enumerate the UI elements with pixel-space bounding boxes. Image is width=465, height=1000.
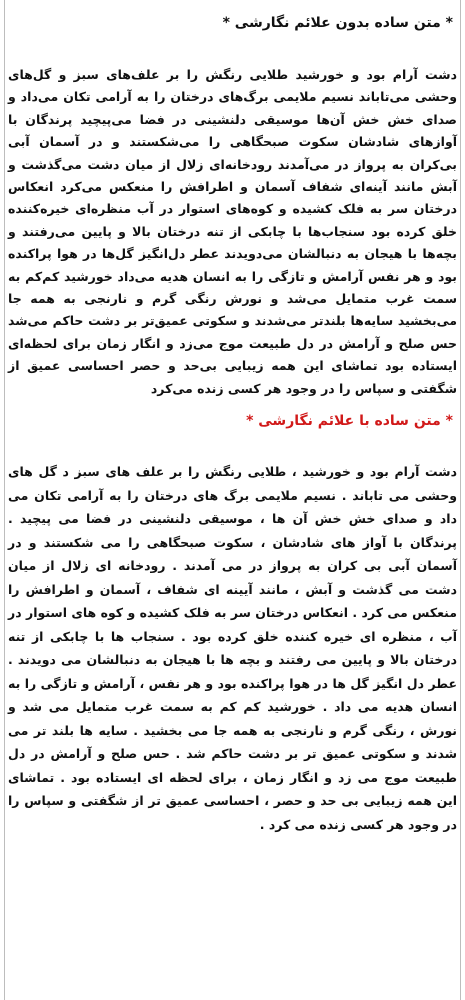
right-border-line: [460, 0, 461, 1000]
left-border-line: [4, 0, 5, 1000]
section2-heading: * متن ساده با علائم نگارشی *: [246, 413, 453, 430]
section1-paragraph: دشت آرام بود و خورشید طلایی رنگش را بر علف‌های سبز و گل‌های وحشی می‌تاباند نسیم ملایمی برگ‌های درختان را به آرامی تکان می‌داد و صدای خش خش آن‌ها موسیقی دلنشینی در فضا می‌پیچید پرندگان با آوازهای شادشان سکوت صبحگاهی را می‌شکستند و در آسمان آبی بی‌کران به پرواز در می‌آمدند رودخانه‌ای زلال از میان دشت می‌گذشت و آبش مانند آینه‌ای شفاف آسمان و اطرافش را منعکس می‌کرد انعکاس درختان سر به فلک کشیده و کوه‌های استوار در آب منظره‌ای خیره‌کننده خلق کرده بود سنجاب‌ها با چابکی از تنه درختان بالا و پایین می‌رفتند و بچه‌ها با هیجان به دنبالشان می‌دویدند عطر دل‌انگیز گل‌ها در هوا پراکنده بود و هر نفس آرامش و تازگی را به انسان هدیه می‌داد خورشید کم‌کم به سمت غرب متمایل می‌شد و نورش رنگی گرم و نارنجی به همه جا می‌بخشید سایه‌ها بلندتر می‌شدند و سکوتی عمیق‌تر بر دشت حاکم می‌شد حس صلح و آرامش در دل طبیعت موج می‌زد و انگار زمان برای لحظه‌ای ایستاده بود تماشای این همه زیبایی بی‌حد و حصر احساسی عمیق از شگفتی و سپاس را در وجود هر کسی زنده می‌کرد: [8, 67, 457, 396]
section1-heading: * متن ساده بدون علائم نگارشی *: [222, 15, 453, 31]
document-content: [8, 0, 457, 836]
section2-paragraph: دشت آرام بود و خورشید ، طلایی رنگش را بر علف های سبز د گل های وحشی می تاباند . نسیم ملایمی برگ های درختان را به آرامی تکان می داد و صدای خش خش آن ها ، موسیقی دلنشینی در فضا می پیچید . پرندگان با آواز های شادشان ، سکوت صبحگاهی را می شکستند و در آسمان آبی بی کران به پرواز در می آمدند . رودخانه ای زلال از میان دشت می گذشت و آبش ، مانند آیینه ای شفاف ، آسمان و اطرافش را منعکس می کرد . انعکاس درختان سر به فلک کشیده و کوه های استوار در آب ، منظره ای خیره کننده خلق کرده بود . سنجاب ها با چابکی از تنه درختان بالا و پایین می رفتند و بچه ها با هیجان به دنبالشان می دویدند . عطر دل انگیز گل ها در هوا پراکنده بود و هر نفس ، آرامش و تازگی را به انسان هدیه می داد . خورشید کم کم به سمت غرب متمایل می شد و نورش ، رنگی گرم و نارنجی به همه جا می بخشید . سایه ها بلند تر می شدند و سکوتی عمیق تر بر دشت حاکم شد . حس صلح و آرامش در دل طبیعت موج می زد و انگار زمان ، برای لحظه ای ایستاده بود . تماشای این همه زیبایی بی حد و حصر ، احساسی عمیق تر از شگفتی و سپاس را در وجود هر کسی زنده می کرد .: [8, 464, 457, 832]
